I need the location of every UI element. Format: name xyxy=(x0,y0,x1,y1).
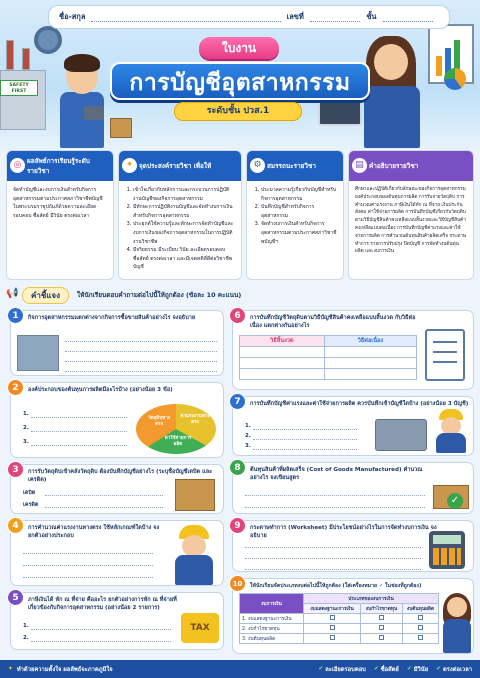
answer-line[interactable] xyxy=(23,577,153,578)
answer-line[interactable] xyxy=(245,547,421,548)
pie-label: วัตถุดิบทางตรง xyxy=(147,416,171,427)
check-icon: ✔ xyxy=(373,666,379,672)
answer-line[interactable] xyxy=(253,449,357,450)
table-row xyxy=(240,634,439,644)
answer-line[interactable] xyxy=(253,439,357,440)
crate-icon xyxy=(110,118,132,138)
card-title: คำอธิบายรายวิชา xyxy=(369,162,419,170)
book-icon: ▤ xyxy=(352,158,367,173)
question-text: กิจการอุตสาหกรรมแตกต่างจากกิจการซื้อขายสินค้าอย่างไร จงอธิบาย xyxy=(28,315,196,321)
chimney xyxy=(6,40,14,70)
credit-label: เครดิต xyxy=(23,502,39,508)
question-number: 2 xyxy=(7,379,24,396)
class-field[interactable] xyxy=(383,13,433,22)
question-number: 3 xyxy=(7,461,24,478)
answer-line[interactable] xyxy=(65,361,217,362)
footer-value: มีวินัย xyxy=(413,667,429,673)
column-header: วิธีต่อเนื่อง xyxy=(324,336,416,347)
checkbox[interactable] xyxy=(379,635,384,640)
answer-line[interactable] xyxy=(45,507,163,508)
check-icon: ✔ xyxy=(406,666,412,672)
class-label: ชั้น xyxy=(366,12,377,21)
question-text: การคำนวณค่าแรงงานทางตรง ใช้หลักเกณฑ์ใดบ้าง จงยกตัวอย่างประกอบ xyxy=(28,525,160,539)
lightbulb-icon: ✦ xyxy=(122,158,137,173)
question-text: การบันทึกบัญชีวัตถุดิบตามวิธีบัญชีสินค้าคงเหลือแบบสิ้นงวด กับวิธีต่อเนื่อง แตกต่างกันอย่างไร xyxy=(250,315,416,329)
answer-line[interactable] xyxy=(245,495,425,496)
answer-line[interactable] xyxy=(65,341,217,342)
crate-icon xyxy=(175,479,215,511)
question-number: 5 xyxy=(7,589,24,606)
classification-table xyxy=(239,593,439,644)
check-icon: ✓ xyxy=(447,493,463,509)
question-text: การรับวัตถุดิบเข้าคลังวัตถุดิบ ต้องบันทึกบัญชีอย่างไร (ระบุชื่อบัญชีเดบิต และเครดิต) xyxy=(28,469,213,483)
card-text: จัดทำบัญชีและงบการเงินสำหรับกิจการอุตสาหกรรมตามประกาศสภาวิชาชีพบัญชีในพระบรมราชูปถัมภ์ด้วยความละเอียด รอบคอบ ซื่อสัตย์ มีวินัย ตรงต่อเวลา xyxy=(13,187,103,219)
factory-illustration xyxy=(0,70,46,130)
worker-illustration xyxy=(171,525,217,585)
name-field[interactable] xyxy=(91,13,280,22)
level-badge: ระดับชั้น ปวส.1 xyxy=(174,102,302,121)
checkbox[interactable] xyxy=(418,625,423,630)
pie-label: ค่าใช้จ่ายการผลิต xyxy=(164,436,192,447)
tax-coin-icon: TAX xyxy=(181,613,219,643)
checkbox[interactable] xyxy=(330,635,335,640)
row-label: 3. งบต้นทุนผลิต xyxy=(240,634,304,644)
name-label: ชื่อ-สกุล xyxy=(59,12,86,21)
answer-line[interactable] xyxy=(245,507,425,508)
list-item: 3. จัดทำงบการเงินสำหรับกิจการอุตสาหกรรมตามประกาศสภาวิชาชีพบัญชีฯ xyxy=(261,220,337,246)
answer-line[interactable] xyxy=(245,569,421,570)
student-info-bar xyxy=(48,5,450,29)
pie-label: ค่าแรงงานทางตรง xyxy=(180,414,210,425)
answer-line[interactable] xyxy=(31,431,127,432)
gear-icon: ⚙ xyxy=(250,158,265,173)
list-item: 1. ประมวลความรู้เกี่ยวกับบัญชีสำหรับกิจการอุตสาหกรรม xyxy=(261,186,337,203)
list-item: 2. บันทึกบัญชีสำหรับกิจการอุตสาหกรรม xyxy=(261,203,337,220)
chimney xyxy=(22,48,30,70)
comparison-table xyxy=(239,335,417,380)
question-number: 7 xyxy=(229,393,246,410)
footer-bar xyxy=(0,660,480,678)
question-4 xyxy=(10,520,224,586)
number-label: เลขที่ xyxy=(286,12,304,21)
card-course-objectives xyxy=(118,150,242,280)
question-2: 2 องค์ประกอบของต้นทุนการผลิตมีอะไรบ้าง (อย่างน้อย 3 ข้อ) 1. 2. 3. วัตถุดิบทางตรง ค่าแรงงานทางตรง ค่าใช้จ่ายการผลิต xyxy=(10,382,224,458)
question-1 xyxy=(10,310,224,376)
footer-value: ละเอียดรอบคอบ xyxy=(325,667,366,673)
question-number: 4 xyxy=(7,517,24,534)
factory-icon xyxy=(17,335,59,371)
instructions-text: ให้นักเรียนตอบคำถามต่อไปนี้ให้ถูกต้อง (ข้อละ 10 คะแนน) xyxy=(77,291,242,299)
answer-line[interactable] xyxy=(253,429,357,430)
calculator-icon xyxy=(429,531,465,569)
student-girl-illustration xyxy=(360,30,430,148)
safety-sign: SAFETY FIRST xyxy=(0,80,38,96)
answer-line[interactable] xyxy=(31,641,171,642)
question-10 xyxy=(232,578,474,654)
column-header: งบการเงิน xyxy=(240,594,304,614)
card-title: จุดประสงค์รายวิชา เพื่อให้ xyxy=(139,162,212,170)
student-girl-illustration xyxy=(441,593,473,653)
checkbox[interactable] xyxy=(379,625,384,630)
sparkle-icon: ✦ xyxy=(8,666,13,672)
question-number: 1 xyxy=(7,307,24,324)
list-item: 1. เข้าใจเกี่ยวกับหลักการและกระบวนการปฏิบัติงานบัญชีของกิจการอุตสาหกรรม xyxy=(133,186,235,203)
debit-label: เดบิต xyxy=(23,490,36,496)
instructions-tag: คำชี้แจง xyxy=(22,287,69,304)
instructions xyxy=(6,286,474,304)
cost-pie-chart xyxy=(135,403,217,455)
card-course-description xyxy=(348,150,474,280)
target-icon: ◎ xyxy=(10,158,25,173)
megaphone-icon: 📢 xyxy=(6,288,19,299)
question-text: ให้นักเรียนจัดประเภทงบต่อไปนี้ให้ถูกต้อง (ใส่เครื่องหมาย ✓ ในช่องที่ถูกต้อง) xyxy=(250,583,422,589)
question-text: ต้นทุนสินค้าที่ผลิตเสร็จ (Cost of Goods Manufactured) คำนวณอย่างไร จงเขียนสูตร xyxy=(250,467,423,481)
footer-value: ซื่อสัตย์ xyxy=(380,667,399,673)
worksheet-badge: ใบงาน xyxy=(199,37,279,59)
checkbox[interactable] xyxy=(379,615,384,620)
check-icon: ✔ xyxy=(318,666,324,672)
footer-message: ทำด้วยความตั้งใจ ผลลัพธ์จะภาคภูมิใจ xyxy=(16,667,113,673)
group-header: ประเภทของงบการเงิน xyxy=(304,594,439,604)
question-7: 7 การบันทึกบัญชีค่าแรงและค่าใช้จ่ายการผลิต ควรบันทึกเข้าบัญชีใดบ้าง (อย่างน้อย 3 บัญชี) 1. 2. 3. xyxy=(232,396,474,456)
answer-line[interactable] xyxy=(45,495,163,496)
question-3 xyxy=(10,464,224,514)
question-number: 9 xyxy=(229,517,246,534)
question-6 xyxy=(232,310,474,390)
column-header: งบแสดงฐานะการเงิน xyxy=(304,604,361,614)
answer-line[interactable] xyxy=(31,629,171,630)
column-header: งบกำไรขาดทุน xyxy=(361,604,403,614)
question-text: การบันทึกบัญชีค่าแรงและค่าใช้จ่ายการผลิต ควรบันทึกเข้าบัญชีใดบ้าง (อย่างน้อย 3 บัญชี) xyxy=(250,401,469,407)
question-8 xyxy=(232,462,474,514)
card-title: สมรรถนะรายวิชา xyxy=(267,162,316,170)
student-boy-illustration xyxy=(52,48,112,148)
answer-line[interactable] xyxy=(31,417,127,418)
checkbox[interactable] xyxy=(418,615,423,620)
checkbox[interactable] xyxy=(418,635,423,640)
column-header: วิธีสิ้นงวด xyxy=(240,336,325,347)
list-item: 3. ประยุกต์ใช้ความรู้และทักษะการจัดทำบัญชีและงบการเงินของกิจการอุตสาหกรรมในการปฏิบัติงานวิชาชีพ xyxy=(133,220,235,246)
question-number: 10 xyxy=(229,575,246,592)
clipboard-icon xyxy=(425,329,465,381)
machine-icon xyxy=(375,419,427,451)
row-label: 1. งบแสดงฐานะการเงิน xyxy=(240,614,304,624)
checkbox[interactable] xyxy=(330,615,335,620)
card-competencies xyxy=(246,150,344,280)
list-item: 2. มีทักษะการปฏิบัติงานบัญชีและจัดทำงบการเงินสำหรับกิจการอุตสาหกรรม xyxy=(133,203,235,220)
answer-line[interactable] xyxy=(65,371,217,372)
table-row xyxy=(240,624,439,634)
answer-line[interactable] xyxy=(31,445,127,446)
column-header: งบต้นทุนผลิต xyxy=(402,604,438,614)
question-9 xyxy=(232,520,474,572)
checkbox[interactable] xyxy=(330,625,335,630)
question-5: 5 ภาษีเงินได้ หัก ณ ที่จ่าย คืออะไร ยกตัวอย่างการหัก ณ ที่จ่ายที่เกี่ยวข้องกับกิจการอุตสาหกรรม (อย่างน้อย 2 รายการ) 1. 2. TAX xyxy=(10,592,224,650)
header-banner xyxy=(0,0,480,150)
page-title: การบัญชีอุตสาหกรรม xyxy=(110,62,370,100)
list-item: 4. มีจริยธรรม มีระเบียบ วินัย ละเอียดรอบคอบ ซื่อสัตย์ ตรงต่อเวลา และมีเจตคติที่ดีต่อวิชาชีพบัญชี xyxy=(133,246,235,272)
number-field[interactable] xyxy=(310,13,360,22)
question-text: กระดาษทำการ (Worksheet) มีประโยชน์อย่างไรในการจัดทำงบการเงิน จงอธิบาย xyxy=(250,525,437,539)
card-learning-outcome xyxy=(6,150,114,280)
question-number: 6 xyxy=(229,307,246,324)
answer-line[interactable] xyxy=(23,553,153,554)
footer-value: ตรงต่อเวลา xyxy=(443,667,472,673)
question-text: ภาษีเงินได้ หัก ณ ที่จ่าย คืออะไร ยกตัวอย่างการหัก ณ ที่จ่ายที่เกี่ยวข้องกับกิจการอุตสาหกรรม (อย่างน้อย 2 รายการ) xyxy=(28,597,177,611)
worker-illustration xyxy=(433,409,469,453)
question-number: 8 xyxy=(229,459,246,476)
pie-chart-icon xyxy=(444,68,466,90)
table-row xyxy=(240,614,439,624)
row-label: 2. งบกำไรขาดทุน xyxy=(240,624,304,634)
card-title: ผลลัพธ์การเรียนรู้ระดับรายวิชา xyxy=(27,157,90,175)
question-text: องค์ประกอบของต้นทุนการผลิตมีอะไรบ้าง (อย่างน้อย 3 ข้อ) xyxy=(28,387,173,393)
card-text: ศึกษาและปฏิบัติเกี่ยวกับลักษณะของกิจการอุตสาหกรรม องค์ประกอบของต้นทุนการผลิต การรับจ่ายวัตถุดิบ การคำนวณค่าแรงงาน ภาษีเงินได้หัก ณ ที่จ่าย เงินประกันสังคม ค่าใช้จ่ายการผลิต การบันทึกบัญชีเกี่ยวกับวัตถุดิบตามวิธีบัญชีสินค้าคงเหลือแบบสิ้นงวดและวิธีบัญชีสินค้าคงเหลือแบบต่อเนื่อง การบันทึกบัญชีค่าแรงและค่าใช้จ่ายการผลิต การคำนวณต้นทุนสินค้าผลิตเสร็จ กระดาษทำการ รายการปรับปรุง ปิดบัญชี การจัดทำงบต้นทุนผลิต และงบการเงิน xyxy=(355,187,467,255)
check-icon: ✔ xyxy=(436,666,441,672)
answer-line[interactable] xyxy=(65,351,217,352)
answer-line[interactable] xyxy=(23,565,153,566)
answer-line[interactable] xyxy=(245,558,421,559)
